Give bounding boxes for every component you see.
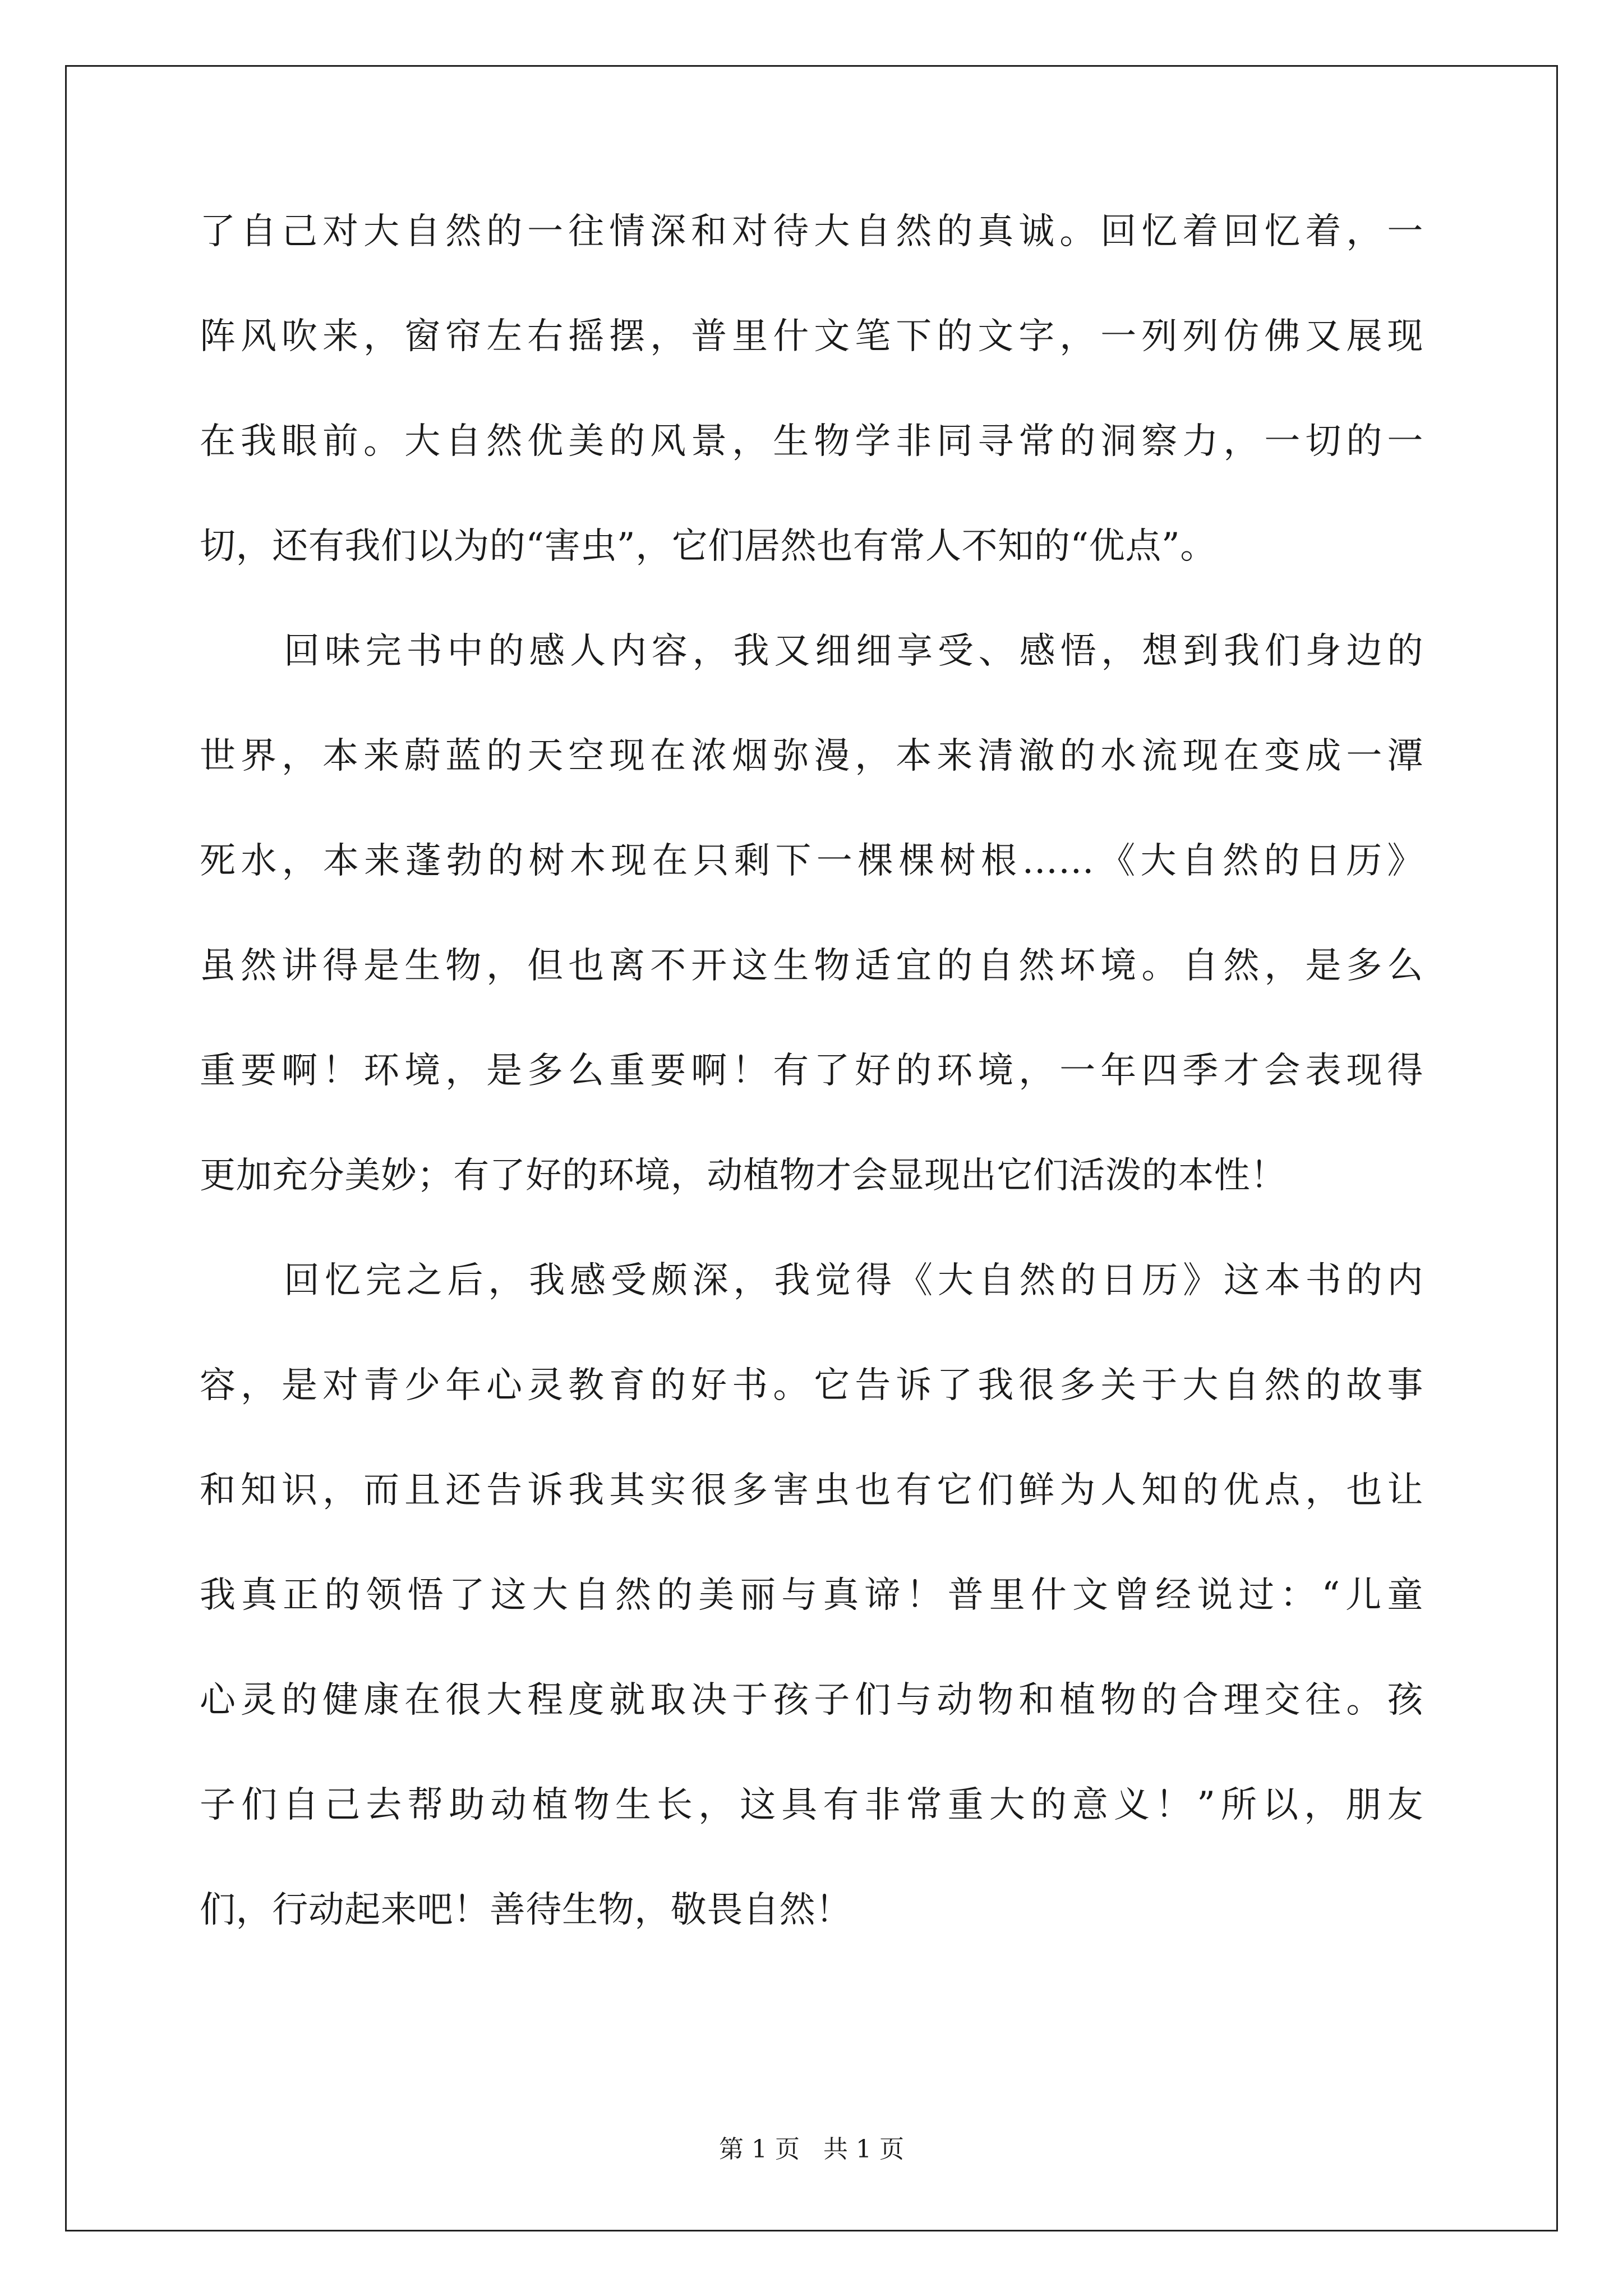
paragraph-1: [200, 180, 1423, 599]
paragraph-line: 切，还有我们以为的“害虫”，它们居然也有常人不知的“优点”。: [200, 526, 1216, 567]
paragraph-line: 们，行动起来吧！善待生物，敬畏自然！: [200, 1889, 852, 1931]
page-total: 共 1 页: [823, 2135, 904, 2164]
paragraph-line: 世界，本来蔚蓝的天空现在浓烟弥漫，本来清澈的水流现在变成一潭: [200, 735, 1423, 777]
paragraph-line: 在我眼前。大自然优美的风景，生物学非同寻常的洞察力，一切的一: [200, 421, 1423, 462]
paragraph-line: 回味完书中的感人内容，我又细细享受、感悟，想到我们身边的: [284, 631, 1423, 672]
paragraph-line: 死水，本来蓬勃的树木现在只剩下一棵棵树根……《大自然的日历》: [200, 840, 1423, 882]
paragraph-line: 我真正的领悟了这大自然的美丽与真谛！普里什文曾经说过：“儿童: [200, 1575, 1423, 1616]
paragraph-3: [200, 1228, 1423, 1963]
paragraph-line: 阵风吹来，窗帘左右摇摆，普里什文笔下的文字，一列列仿佛又展现: [200, 316, 1423, 357]
page-footer: [0, 2129, 1623, 2165]
paragraph-line: 子们自己去帮助动植物生长，这具有非常重大的意义！”所以，朋友: [200, 1784, 1423, 1826]
paragraph-line: 虽然讲得是生物，但也离不开这生物适宜的自然坏境。自然，是多么: [200, 945, 1423, 987]
paragraph-line: 重要啊！环境，是多么重要啊！有了好的环境，一年四季才会表现得: [200, 1050, 1423, 1092]
paragraph-line: 心灵的健康在很大程度就取决于孩子们与动物和植物的合理交往。孩: [200, 1680, 1423, 1721]
paragraph-2: [200, 599, 1423, 1228]
paragraph-line: 了自己对大自然的一往情深和对待大自然的真诚。回忆着回忆着，一: [200, 211, 1423, 252]
document-body: [200, 180, 1423, 1963]
paragraph-line: 和知识，而且还告诉我其实很多害虫也有它们鲜为人知的优点，也让: [200, 1470, 1423, 1511]
page-number: 第 1 页: [719, 2135, 800, 2164]
paragraph-line: 容，是对青少年心灵教育的好书。它告诉了我很多关于大自然的故事: [200, 1365, 1423, 1406]
paragraph-line: 更加充分美妙；有了好的环境，动植物才会显现出它们活泼的本性！: [200, 1155, 1287, 1197]
paragraph-line: 回忆完之后，我感受颇深，我觉得《大自然的日历》这本书的内: [284, 1260, 1423, 1301]
